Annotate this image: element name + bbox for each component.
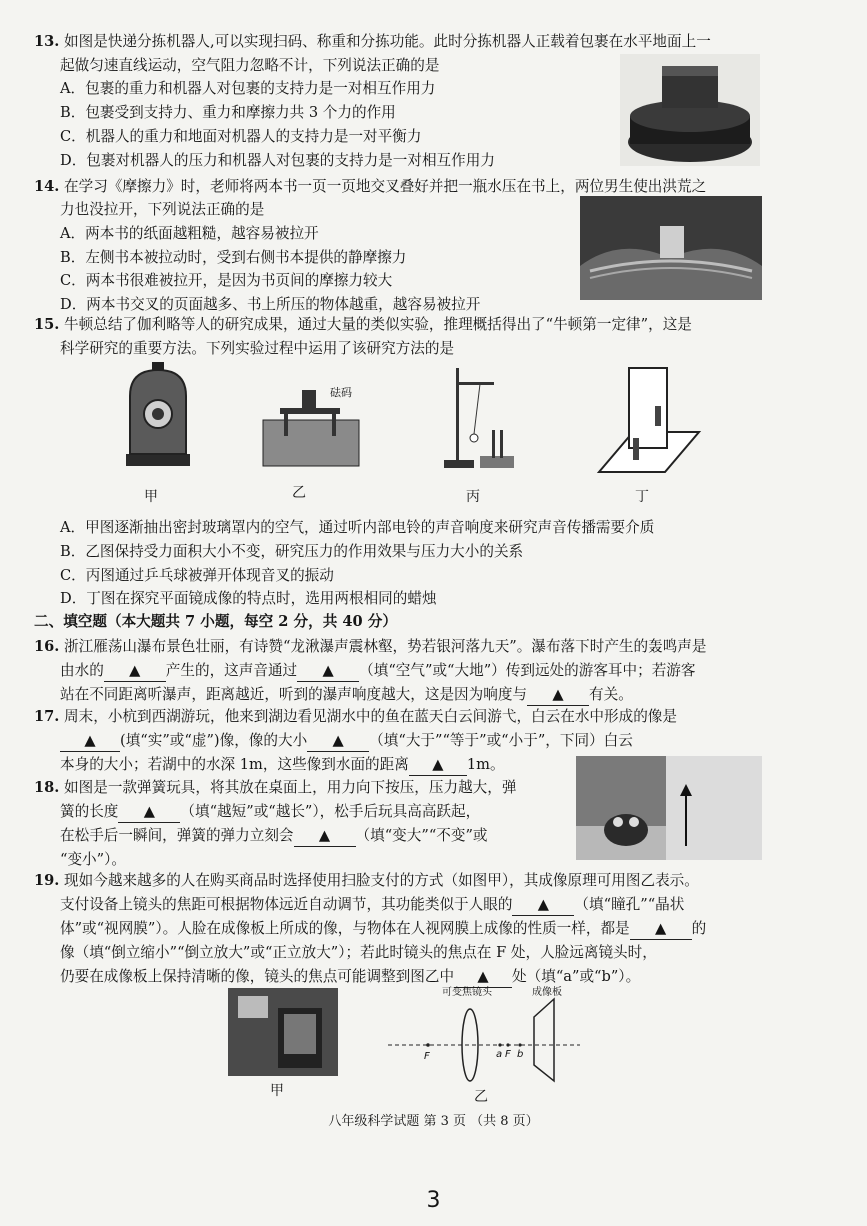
lens-diagram bbox=[384, 985, 584, 1085]
q18-blank-2[interactable]: ▲ bbox=[294, 826, 356, 847]
q18-line3 bbox=[60, 826, 488, 847]
q13-number: 13. bbox=[34, 33, 60, 50]
q18-line2 bbox=[60, 802, 480, 823]
q19-text: 仍要在成像板上保持清晰的像，镜头的焦点可能调整到图乙中 bbox=[60, 968, 455, 985]
q18-text: （填“越短”或“越长”），松手后玩具高高跃起， bbox=[180, 803, 481, 820]
lens-label: 可变焦镜头 bbox=[442, 987, 492, 998]
q17-text: (填“实”或“虚”)像，像的大小 bbox=[120, 732, 308, 749]
q14-stem-line2: 力也没拉开，下列说法正确的是 bbox=[60, 201, 265, 218]
q17-line1 bbox=[34, 707, 677, 727]
q18-text: （填“变大”“不变”或 bbox=[355, 827, 488, 844]
q18-text: 簧的长度 bbox=[60, 803, 119, 820]
bell-jar-figure bbox=[118, 362, 198, 472]
q15-option-b: B．乙图保持受力面积大小不变，研究压力的作用效果与压力大小的关系 bbox=[60, 543, 524, 560]
q13-line1 bbox=[34, 32, 711, 52]
q16-text: 产生的，这声音通过 bbox=[165, 662, 298, 679]
q18-text-line1: 如图是一款弹簧玩具，将其放在桌面上，用力向下按压，压力越大，弹 bbox=[64, 779, 517, 796]
q15-line1 bbox=[34, 315, 692, 335]
section2-heading: 二、填空题（本大题共 7 小题，每空 2 分，共 40 分） bbox=[34, 613, 397, 630]
fig-label-yi: 乙 bbox=[292, 485, 306, 501]
page-number: 3 bbox=[426, 1188, 441, 1213]
board-label: 成像板 bbox=[532, 987, 562, 998]
point-b-label: b bbox=[517, 1049, 524, 1060]
q17-text: 本身的大小；若湖中的水深 1m，这些像到水面的距离 bbox=[60, 756, 409, 773]
mirror-candle-figure bbox=[593, 362, 703, 476]
q14-stem-line1: 在学习《摩擦力》时，老师将两本书一页一页地交叉叠好并把一瓶水压在书上，两位男生使出洪荒之 bbox=[64, 178, 707, 195]
focus-right-label: F bbox=[505, 1049, 511, 1060]
q13-option-d: D．包裹对机器人的压力和机器人对包裹的支持力是一对相互作用力 bbox=[60, 152, 495, 169]
q19-line1 bbox=[34, 871, 699, 891]
q19-text: （填“瞳孔”“晶状 bbox=[574, 896, 685, 913]
q17-text: （填“大于”“等于”或“小于”，下同）白云 bbox=[369, 732, 633, 749]
spring-toy-photo bbox=[576, 756, 762, 860]
q18-line1 bbox=[34, 778, 516, 798]
fig-label-jia-19: 甲 bbox=[270, 1083, 284, 1099]
q16-blank-1[interactable]: ▲ bbox=[104, 661, 166, 682]
q15-option-a: A．甲图逐渐抽出密封玻璃罩内的空气，通过听内部电铃的声音响度来研究声音传播需要介质 bbox=[60, 519, 655, 536]
fig-label-ding: 丁 bbox=[635, 489, 649, 505]
q14-option-b: B．左侧书本被拉动时，受到右侧书本提供的静摩擦力 bbox=[60, 249, 407, 266]
q13-stem-line2: 起做匀速直线运动，空气阻力忽略不计，下列说法正确的是 bbox=[60, 57, 440, 74]
q19-line2 bbox=[60, 895, 684, 916]
q19-text: 处（填“a”或“b”）。 bbox=[512, 968, 641, 985]
q19-number: 19. bbox=[34, 872, 60, 889]
q15-stem-line2: 科学研究的重要方法。下列实验过程中运用了该研究方法的是 bbox=[60, 340, 455, 357]
q17-text: 1m。 bbox=[466, 756, 505, 773]
pressure-table-figure bbox=[258, 372, 368, 472]
q19-line3 bbox=[60, 919, 706, 940]
q14-number: 14. bbox=[34, 178, 60, 195]
q19-text: 的 bbox=[691, 920, 707, 937]
q17-line2 bbox=[60, 731, 633, 752]
weight-label: 砝码 bbox=[330, 386, 352, 399]
q18-number: 18. bbox=[34, 779, 60, 796]
q15-option-d: D．丁图在探究平面镜成像的特点时，选用两根相同的蜡烛 bbox=[60, 590, 437, 607]
fig-label-yi-19: 乙 bbox=[474, 1089, 488, 1105]
q16-blank-3[interactable]: ▲ bbox=[527, 685, 589, 706]
q19-blank-3[interactable]: ▲ bbox=[454, 967, 512, 988]
q19-text: 体”或“视网膜”）。人脸在成像板上所成的像，与物体在人视网膜上成像的性质一样，都是 bbox=[60, 920, 630, 937]
q13-stem-line1: 如图是快递分拣机器人,可以实现扫码、称重和分拣功能。此时分拣机器人正载着包裹在水平地面上一 bbox=[64, 33, 711, 50]
books-friction-photo bbox=[580, 196, 762, 300]
q19-text: 支付设备上镜头的焦距可根据物体远近自动调节，其功能类似于人眼的 bbox=[60, 896, 513, 913]
q15-stem-line1: 牛顿总结了伽利略等人的研究成果，通过大量的类似实验，推理概括得出了“牛顿第一定律”，这是 bbox=[64, 316, 692, 333]
focus-left-label: F bbox=[424, 1051, 430, 1062]
q16-line3 bbox=[60, 685, 633, 706]
q16-number: 16. bbox=[34, 638, 60, 655]
point-a-label: a bbox=[496, 1049, 503, 1060]
q18-line4: “变小”）。 bbox=[60, 851, 126, 868]
q18-blank-1[interactable]: ▲ bbox=[118, 802, 180, 823]
q14-option-c: C．两本书很难被拉开，是因为书页间的摩擦力较大 bbox=[60, 272, 393, 289]
tuning-fork-figure bbox=[440, 364, 530, 474]
q16-line2 bbox=[60, 661, 695, 682]
q16-text-line1: 浙江雁荡山瀑布景色壮丽，有诗赞“龙湫瀑声震林壑，势若银河落九天”。瀑布落下时产生的轰鸣声是 bbox=[64, 638, 707, 655]
q13-option-b: B．包裹受到支持力、重力和摩擦力共 3 个力的作用 bbox=[60, 104, 396, 121]
q16-text: 站在不同距离听瀑声，距离越近，听到的瀑声响度越大，这是因为响度与 bbox=[60, 686, 528, 703]
q16-text: （填“空气”或“大地”）传到远处的游客耳中；若游客 bbox=[359, 662, 696, 679]
q19-blank-2[interactable]: ▲ bbox=[630, 919, 692, 940]
q17-blank-2[interactable]: ▲ bbox=[307, 731, 369, 752]
q17-blank-3[interactable]: ▲ bbox=[409, 755, 467, 776]
fig-label-bing: 丙 bbox=[466, 489, 480, 505]
q14-option-a: A．两本书的纸面越粗糙，越容易被拉开 bbox=[60, 225, 319, 242]
q16-text: 由水的 bbox=[60, 662, 104, 679]
q16-line1 bbox=[34, 637, 707, 657]
q17-blank-1[interactable]: ▲ bbox=[60, 731, 120, 752]
q19-line4: 像（填“倒立缩小”“倒立放大”或“正立放大”）；若此时镜头的焦点在 F 处，人脸远离镜头时， bbox=[60, 944, 657, 961]
q19-text-line1: 现如今越来越多的人在购买商品时选择使用扫脸支付的方式（如图甲），其成像原理可用图乙表示。 bbox=[64, 872, 699, 889]
q16-blank-2[interactable]: ▲ bbox=[297, 661, 359, 682]
q18-text: 在松手后一瞬间，弹簧的弹力立刻会 bbox=[60, 827, 294, 844]
q14-option-d: D．两本书交叉的页面越多、书上所压的物体越重，越容易被拉开 bbox=[60, 296, 481, 313]
fig-label-jia: 甲 bbox=[144, 489, 158, 505]
q17-number: 17. bbox=[34, 708, 60, 725]
q13-option-a: A．包裹的重力和机器人对包裹的支持力是一对相互作用力 bbox=[60, 80, 436, 97]
q15-number: 15. bbox=[34, 316, 60, 333]
q17-line3 bbox=[60, 755, 505, 776]
q16-text: 有关。 bbox=[589, 686, 633, 703]
robot-parcel-photo bbox=[620, 54, 760, 166]
q15-option-c: C．丙图通过乒乓球被弹开体现音叉的振动 bbox=[60, 567, 334, 584]
q17-text-line1: 周末，小杭到西湖游玩，他来到湖边看见湖水中的鱼在蓝天白云间游弋，白云在水中形成的像是 bbox=[64, 708, 677, 725]
q13-option-c: C．机器人的重力和地面对机器人的支持力是一对平衡力 bbox=[60, 128, 422, 145]
q19-blank-1[interactable]: ▲ bbox=[512, 895, 574, 916]
face-pay-photo bbox=[228, 988, 338, 1076]
q14-line1 bbox=[34, 177, 706, 197]
page-footer: 八年级科学试题 第 3 页 （共 8 页） bbox=[328, 1114, 539, 1129]
